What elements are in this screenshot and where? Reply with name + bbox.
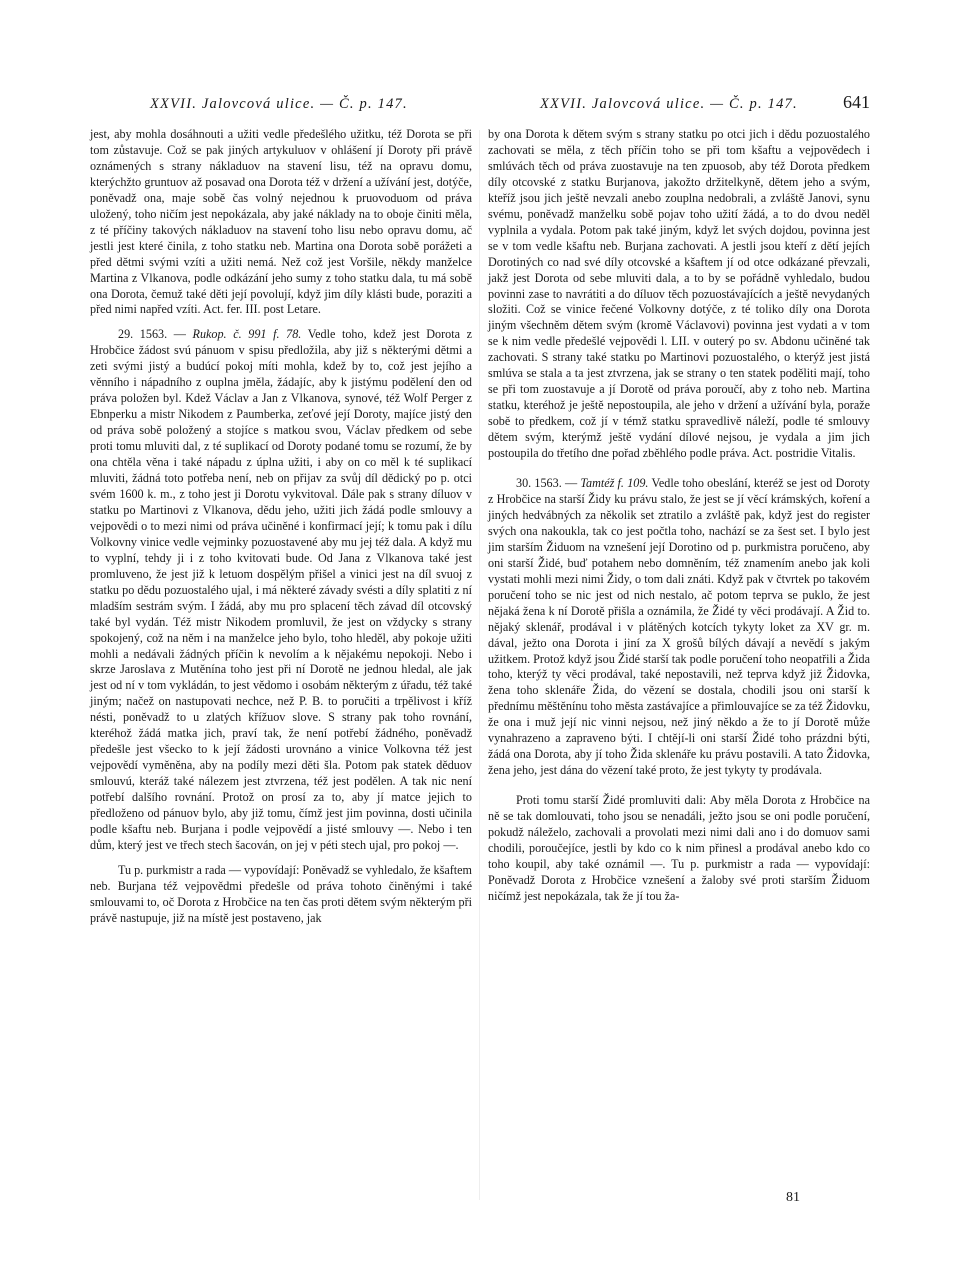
running-header [90, 94, 870, 116]
page-number: 641 [843, 92, 870, 112]
source-citation: Tamtéž f. 109. [580, 476, 649, 491]
running-head-left: XXVII. Jalovcová ulice. — Č. p. 147. [150, 96, 408, 112]
entry-text: Vedle toho, kdež jest Dorota z Hrobčice žádost svú pánuom v spisu předložila, aby již s některými dětmi a zeti svými jistý a budúcí pokoj míti mohla, kdež by to, což jest jejího a věnního i nápadního z ouplna jměla, žádajíc, aby k jistýmu podělení den od práva položen byl. Kdež Václav a Jan z Vlkanova, synové, též Wolf Perger z Ebnperku a mistr Nikodem z Paumberka, zeťové její Doroty, majíce jistý den od práva sobě položený a stojíce s matkou svou, Václav předkem od sebe proti tomu mluviti dal, z té suplikací od Doroty podané tomu se rozumí, že by ona chtěla věna i také nápadu z úplna užiti, i aby on co měl k té suplikací mluviti, žádná toto potřeba není, neb on přijav za svůj díl dědický po p. otci svém 1600 k. m., z toho jest ji Dorotu vykvitoval. Dále pak s strany díluov v statku po Martinovi z Vlkanova, dědu jeho, užiti jich žádá podle smlouvy a vejpovědi o to mezi nimi od práva učiněné i konfirmací její; k tomu pak i dílu Volkovny vinice vedle vejminky pozuostavené aby mu jej též dala. A když mu to vyplní, tehdy ji i z toho kvitovati bude. Od Jana z Vlkanova také jest promluveno, že jest již k letuom dospělým přišel a vinici jest na díl svuoj z statku po dědu pozuostalého ujal, i má některé závady svésti a díly splatiti z ní mladším sestrám svým. I žádá, aby mu pro splacení těch závad díl otcovský také byl vydán. Též mistr Nikodem promluvil, že jest on vždycky s strany spokojený, což na něm i na manželce jeho bylo, toho hleděl, aby pokoje užiti mohli a nedávali žádných příčin k nevolím a k nějakému nepokoji. Nebo i skrze Jaroslava z Mutěnína toho jest při ní Dorotě ne jednou hledal, ale jak jest od ní v tom vykládán, to jest vědomo i osobám některým z úřadu, též také jiným; načež on nastupovati nechce, než P. B. to poručiti a trpělivost i kříž nésti, poněvadž to u zlatých křížuov slove. S strany pak toho rovnání, kteréhož žádá matka jich, praví tak, že není potřebí žádného, poněvadž předešle jest všecko to k její žádosti urovnáno a vinice Volkovna též jest vejpovědí vyměněna, aby na podíly mezi děti šla. Potom pak statek děduov smlouvú, kteráž také nálezem jest ztvrzena, též jest podělen. A tak nic není potřebí dalšího rovnání. Protož on prosí za to, aby jí matce jejich to předloženo od pánuov bylo, aby již tomu, čímž jest jim povinna, dosti učinila podle kšaftu neb. Burjana i podle vejpovědí a jisté smlouvy —. Nebo i ten dům, který jest ve třech stech šacován, on jej v péti stech ujal, pro pokoj —. [90, 327, 472, 852]
paragraph: jest, aby mohla dosáhnouti a užiti vedle předešlého užitku, též Dorota se při tom zůstavuje. Což se pak jiných artykuluov v ohlášení jí Doroty při právě oznámených s strany nákladuov na stavení lisu, též na opravu domu, kterýchžto gruntuov až posavad ona Dorota též v držení a užívání jest, dotýče, poněvadž ona, maje sobě čas volný nejednou k pruovoduom od práva uložený, toho ničím jest nepokázala, aby jaké náklady na to oboje činiti měla, z té příčiny takových nákladuov na stavení toho lisu nebo opravu domu, ač jestli jest které činila, z toho statku neb. Martina ona Dorota sobě porážeti a před dětmi svými vzíti a užiti nemá. Než což jest Voršile, někdy manželce Martina z Vlkanova, podle odkázání jeho sumy z toho statku dala, tu má sobě ona Dorota, čemuž také děti její povolují, když jim díly klásti bude, poraziti a před nimi napřed vzíti. Act. fer. III. post Letare. [90, 127, 472, 317]
column-gutter [479, 130, 480, 1200]
left-column [90, 127, 472, 927]
entry-text: Vedle toho obeslání, kteréž se jest od Doroty z Hrobčice na starší Židy ku právu stalo, že jest se jí věcí krámských, koření a jiných hedvábných za několik set ztratilo a zvláště pak, když jest do register svých ona nakoukla, tak co jest počtla toho, nachází se za šest set. I bylo jest jim starším Židuom na vznešení její Dorotino od p. purkmistra poručeno, aby oni starší Židé, buď potahem nebo domněním, též znamením anebo jak koli vystati mohli mezi nimi Židy, o tom dali znáti. Když pak v čtvrtek po takovém poručení toho se nic jest od nich nestalo, ač potom teprva se puklo, že jest nějaká žena k ní Dorotě přišla a oznámila, že Židé ty věci prodávají. A Žid to. nějaký sklenář, prodával i v plátěných kotcích tykyty loket za XV gr. m. dával, ježto ona Dorota i jiní za X grošů bílých dávají a nevědí s jakým užitkem. Protož když jsou Židé starší tak podle poručení toho neopatřili a Žida toho, kterýž ty věci prodával, také nepostavili, než teprva když již Židovka, žena toho sklenáře Žida, do vězení se dostala, chodili jsou oni starší k přednímu měštěnínu toho města zastávajíce a přimlouvajíce se za též Židovku, že ona i muž její nic vinni nejsou, než jiný někdo a že to jí Dorotě může vynahrazeno a zapraveno býti. I chtějí-li oni starší Židé toho prázdni býti, žádá ona Dorota, aby jí toho Žida sklenáře ku právu postavili. A tato Židovka, žena jeho, jest dána do vězení také proto, že jest tykyty ty prodávala. [488, 476, 870, 778]
entry-paragraph [488, 476, 870, 779]
paragraph: Tu p. purkmistr a rada — vypovídají: Poněvadž se vyhledalo, že kšaftem neb. Burjana též vejpovědmi předešle od práva tohoto činěnými i také smlouvami to, oč Dorota z Hrobčice na ten čas proti dětem svým některým při právě nastupuje, již na místě jest postaveno, jak [90, 862, 472, 925]
entry-number: 29. 1563. — [118, 327, 186, 342]
source-citation: Rukop. č. 991 f. 78. [192, 327, 302, 342]
running-head-right: XXVII. Jalovcová ulice. — Č. p. 147. [540, 96, 798, 112]
right-column [488, 127, 870, 905]
paragraph: by ona Dorota k dětem svým s strany statku po otci jich i dědu pozuostalého zachovati se měla, z těch příčin toho se při tom kšaftu a vejpovědech i smlúvách těch od práva zuostavuje na ten zpuosob, aby též Dorota předkem díly otcovské z statku Burjanova, jakožto držitelkyně, dětem jeho a svým, kteříž jsou jich ještě nevzali anebo zouplna nedobrali, a zvláště Janovi, synu svému, poněvadž manželku sobě pojav toho užití žádá, a to do dvou neděl vyplnila a vydala. Potom pak také jiným, když let svých dojdou, povinna jest se v tom vedle kšaftu neb. Burjana zachovati. A jestli jsou kteří z dětí jejích Dorotiných co nad své díly otcovské a kšaftem jí od otce odkázané převzali, jakž jest Dorota od sebe mluviti dala, a to by se pořádně vyhledalo, budou povinni zase to navrátiti a do díluov těch pozuostávajících a ještě nevydaných složiti. Což se vinice řečené Volkovny dotýče, z té toliko díly ona Dorota jiným všechněm dětem svým (kromě Václavovi) povinna jest vydati a v tom se k nim vedle předešlé vejpovědi l. LII. v outerý po sv. Abdonu učiněné tak zachovati. S strany také statku po Martinovi pozuostalého, o kterýž jest jistá smlúva se stala a ta jest ztvrzena, jak se strany o ten statek poděliti mají, toho se při tom zuostavuje a jí Dorotě od práva poroučí, aby z toho neb. Martina statku, kteréhož je ještě nepostoupila, ale jeho v držení a užívání byla, poraže sobě to předkem, což jí v témž statku spravedlivě náleží, podle té smlouvy dětem svým, kterýmž ještě vydání dílové nejsou, je vydala a jim jich postoupila do třetího dne pořad zběhlého podle práva. Act. postridie Vitalis. [488, 127, 870, 461]
entry-number: 30. 1563. — [516, 476, 578, 491]
signature-mark: 81 [786, 1190, 800, 1205]
paragraph: Proti tomu starší Židé promluviti dali: Aby měla Dorota z Hrobčice na ně se tak domlouvati, toho jsou se nenadáli, ježto jsou se oni podle poručení, pokudž náleželo, zachovali a provolati mezi nimi dali ano i do domuov sami chodili, poroučejíce, jestli by kdo co k nim přinesl a prodával anebo kdo co toho koupil, aby také oznámil —. Tu p. purkmistr a rada — vypovídají: Poněvadž Dorota z Hrobčice vznešení a žaloby své proti starším Židuom ničímž jest nepokázala, tak že jí tou ža- [488, 793, 870, 903]
entry-paragraph [90, 327, 472, 853]
